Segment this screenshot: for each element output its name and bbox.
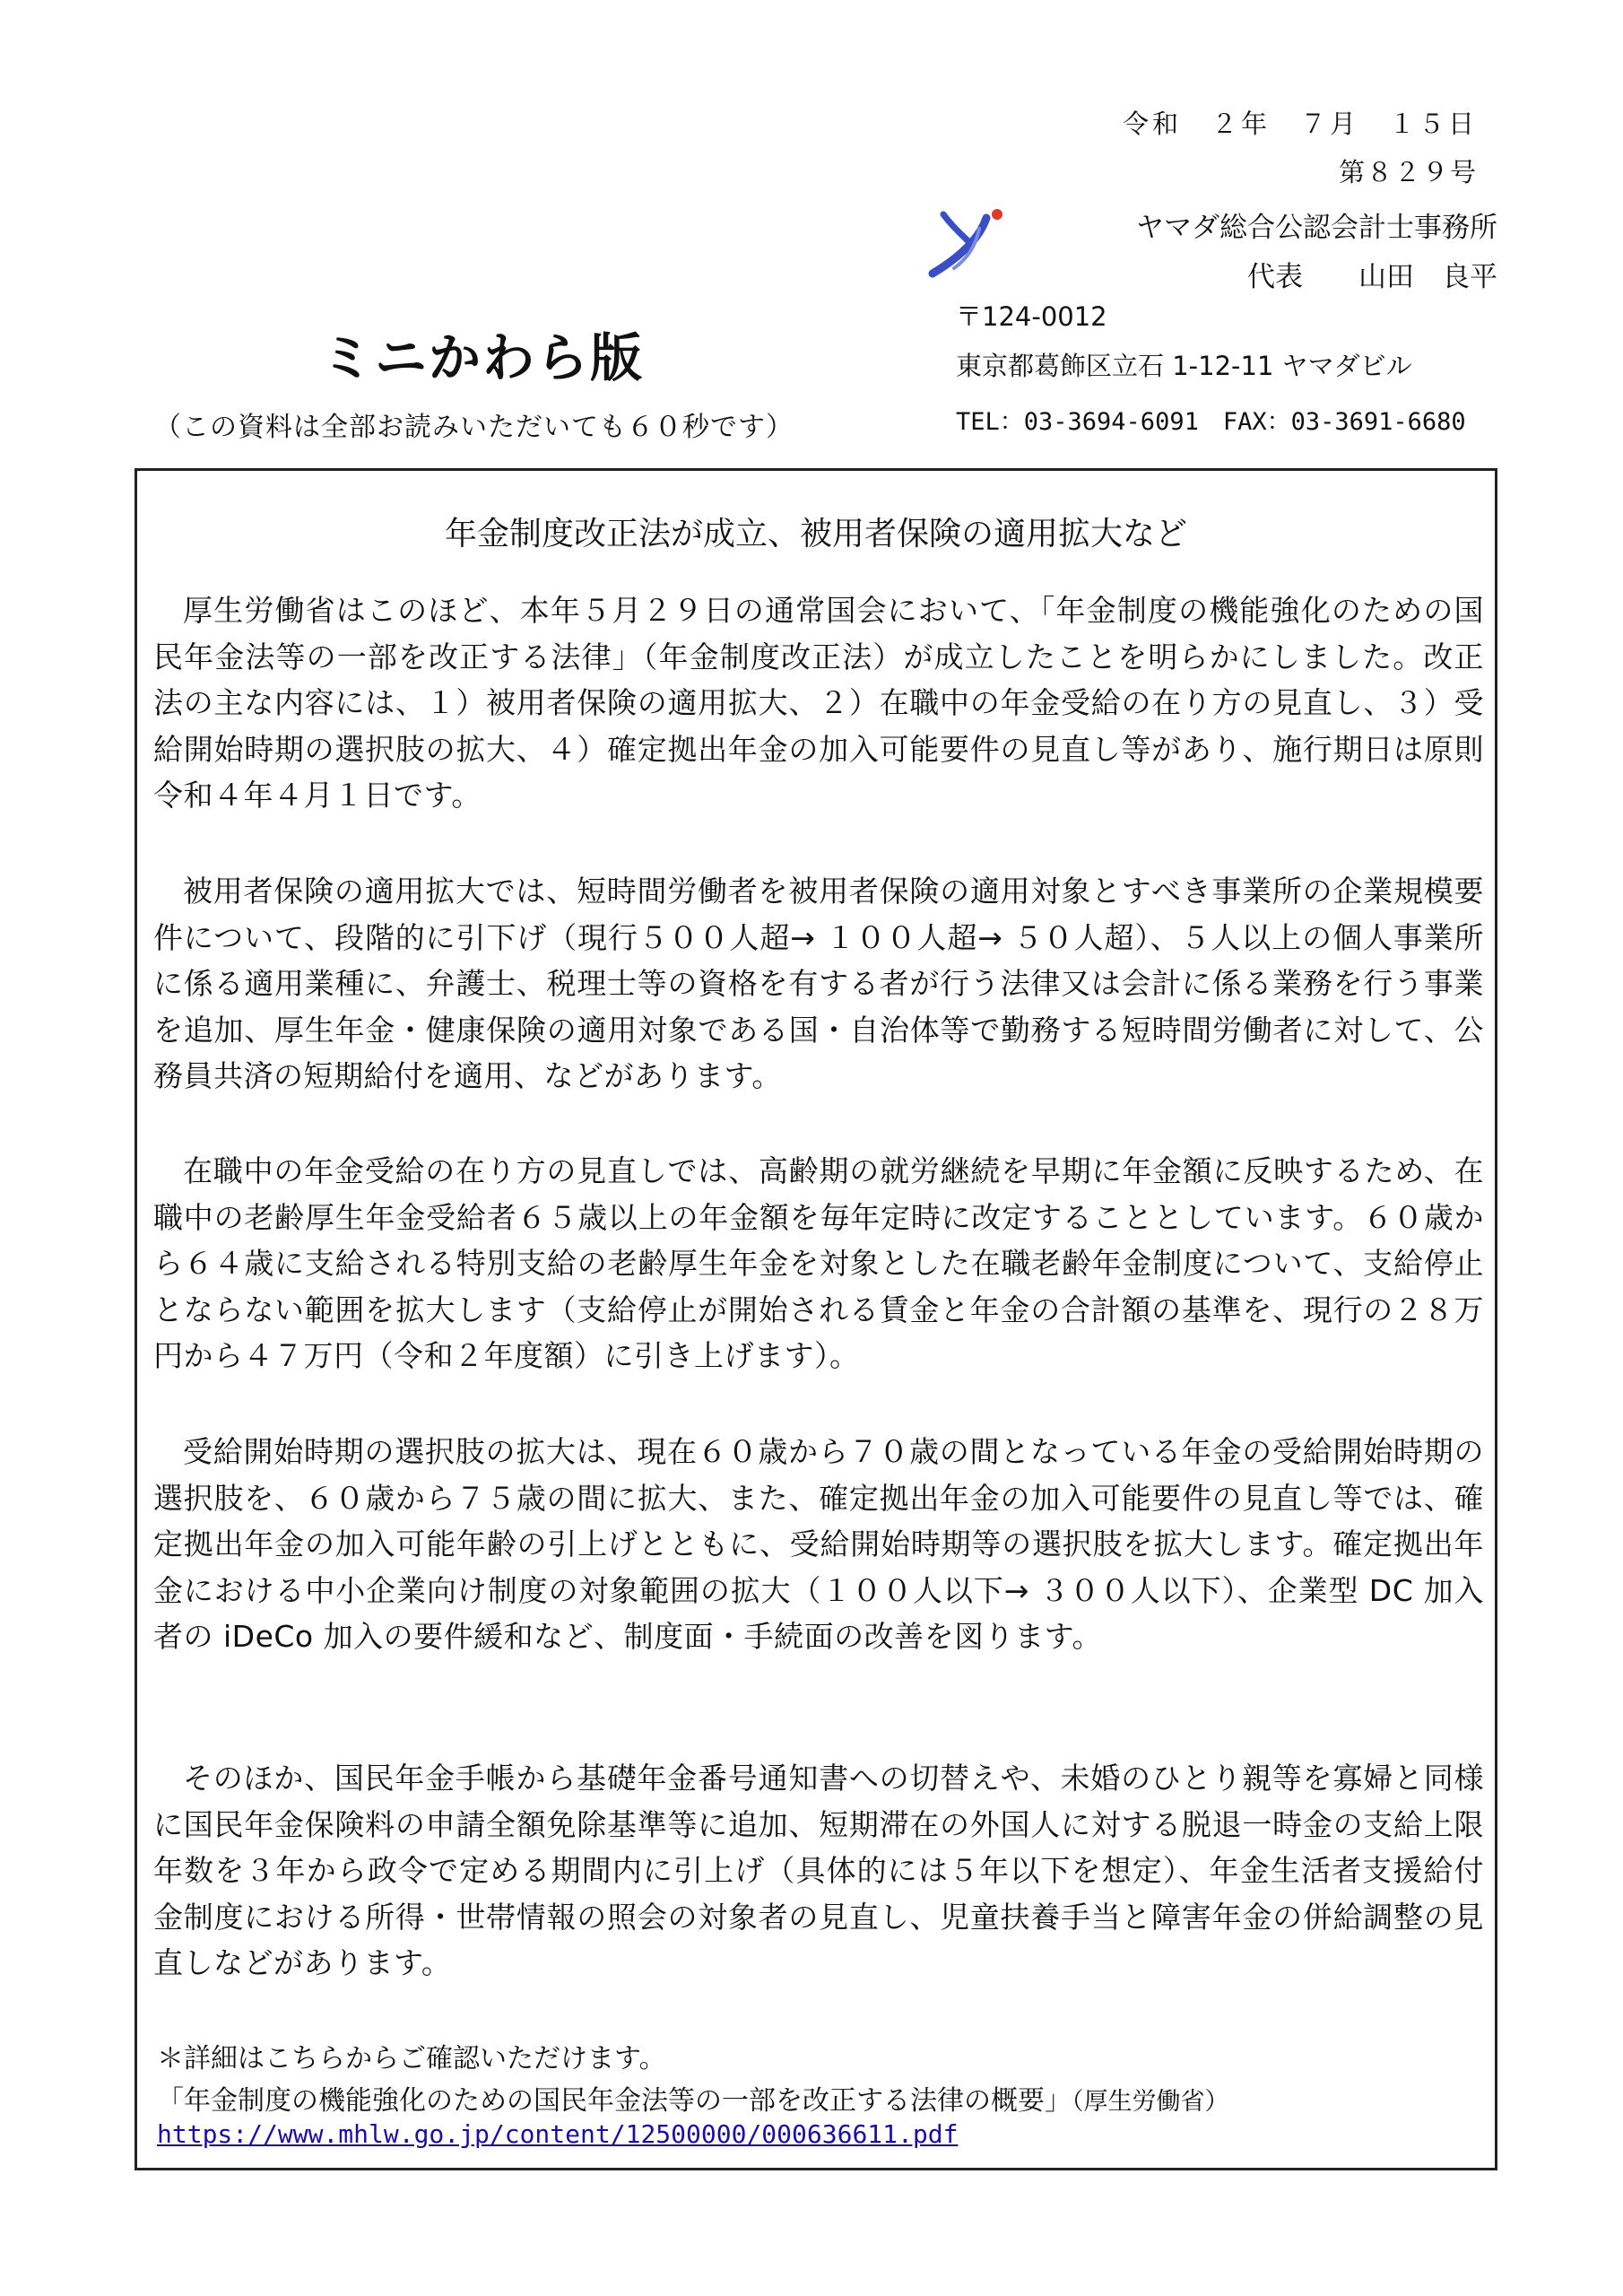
tel-fax: TEL：03-3694-6091 FAX：03-3691-6680 <box>956 408 1466 436</box>
reference-link[interactable]: https://www.mhlw.go.jp/content/12500000/000636611.pdf <box>157 2119 959 2149</box>
reference-org: （厚生労働省） <box>1072 2088 1229 2116</box>
article-paragraph: 在職中の年金受給の在り方の見直しでは、高齢期の就労継続を早期に年金額に反映するため、在職中の老齢厚生年金受給者６５歳以上の年金額を毎年定時に改定することとしています。６０歳から６４歳に支給される特別支給の老齢厚生年金を対象とした在職老齢年金制度について、支給停止とならない範囲を拡大します（支給停止が開始される賃金と年金の合計額の基準を、現行の２８万円から４７万円（令和２年度額）に引き上げます）。 <box>153 1153 1484 1373</box>
firm-logo-icon <box>924 202 1013 283</box>
reference-title: 「年金制度の機能強化のための国民年金法等の一部を改正する法律の概要」 <box>157 2085 1072 2117</box>
issue-number: 第８２９号 <box>1338 157 1478 187</box>
article-paragraph: そのほか、国民年金手帳から基礎年金番号通知書への切替えや、未婚のひとり親等を寡婦と同様に国民年金保険料の申請全額免除基準等に追加、短期滞在の外国人に対する脱退一時金の支給上限年数を３年から政令で定める期間内に引上げ（具体的には５年以下を想定）、年金生活者支援給付金制度における所得・世帯情報の照会の対象者の見直し、児童扶養手当と障害年金の併給調整の見直しなどがあります。 <box>153 1761 1484 1980</box>
office-address: 東京都葛飾区立石 1-12-11 ヤマダビル <box>956 351 1412 381</box>
newsletter-title: ミニかわら版 <box>321 327 645 388</box>
article-paragraph: 厚生労働省はこのほど、本年５月２９日の通常国会において、「年金制度の機能強化のための国民年金法等の一部を改正する法律」（年金制度改正法）が成立したことを明らかにしました。改正法の主な内容には、１）被用者保険の適用拡大、２）在職中の年金受給の在り方の見直し、３）受給開始時期の選択肢の拡大、４）確定拠出年金の加入可能要件の見直し等があり、施行期日は原則令和４年４月１日です。 <box>153 593 1484 813</box>
postal-code: 〒124-0012 <box>956 301 1107 332</box>
reference-line <box>157 2078 1229 2118</box>
article-box <box>135 468 1497 2170</box>
issue-date: 令和 ２年 ７月 １５日 <box>1122 109 1478 139</box>
office-name: ヤマダ総合公認会計士事務所 <box>1136 212 1497 244</box>
details-note: ＊詳細はこちらからご確認いただけます。 <box>157 2043 666 2074</box>
newsletter-subtitle: （この資料は全部お読みいただいても６０秒です） <box>154 412 794 443</box>
article-paragraph: 被用者保険の適用拡大では、短時間労働者を被用者保険の適用対象とすべき事業所の企業規模要件について、段階的に引下げ（現行５００人超→ １００人超→ ５０人超）、５人以上の個人事業所に係る適用業種に、弁護士、税理士等の資格を有する者が行う法律又は会計に係る業務を行う事業を追加、厚生年金・健康保険の適用対象である国・自治体等で勤務する短時間労働者に対して、公務員共済の短期給付を適用、などがあります。 <box>153 874 1484 1093</box>
article-title: 年金制度改正法が成立、被用者保険の適用拡大など <box>444 516 1187 552</box>
representative-name: 代表 山田 良平 <box>1247 261 1497 293</box>
article-paragraph: 受給開始時期の選択肢の拡大は、現在６０歳から７０歳の間となっている年金の受給開始時期の選択肢を、６０歳から７５歳の間に拡大、また、確定拠出年金の加入可能要件の見直し等では、確定拠出年金の加入可能年齢の引上げとともに、受給開始時期等の選択肢を拡大します。確定拠出年金における中小企業向け制度の対象範囲の拡大（１００人以下→ ３００人以下）、企業型 DC 加入者の iDeCo 加入の要件緩和など、制度面・手続面の改善を図ります。 <box>153 1434 1484 1654</box>
